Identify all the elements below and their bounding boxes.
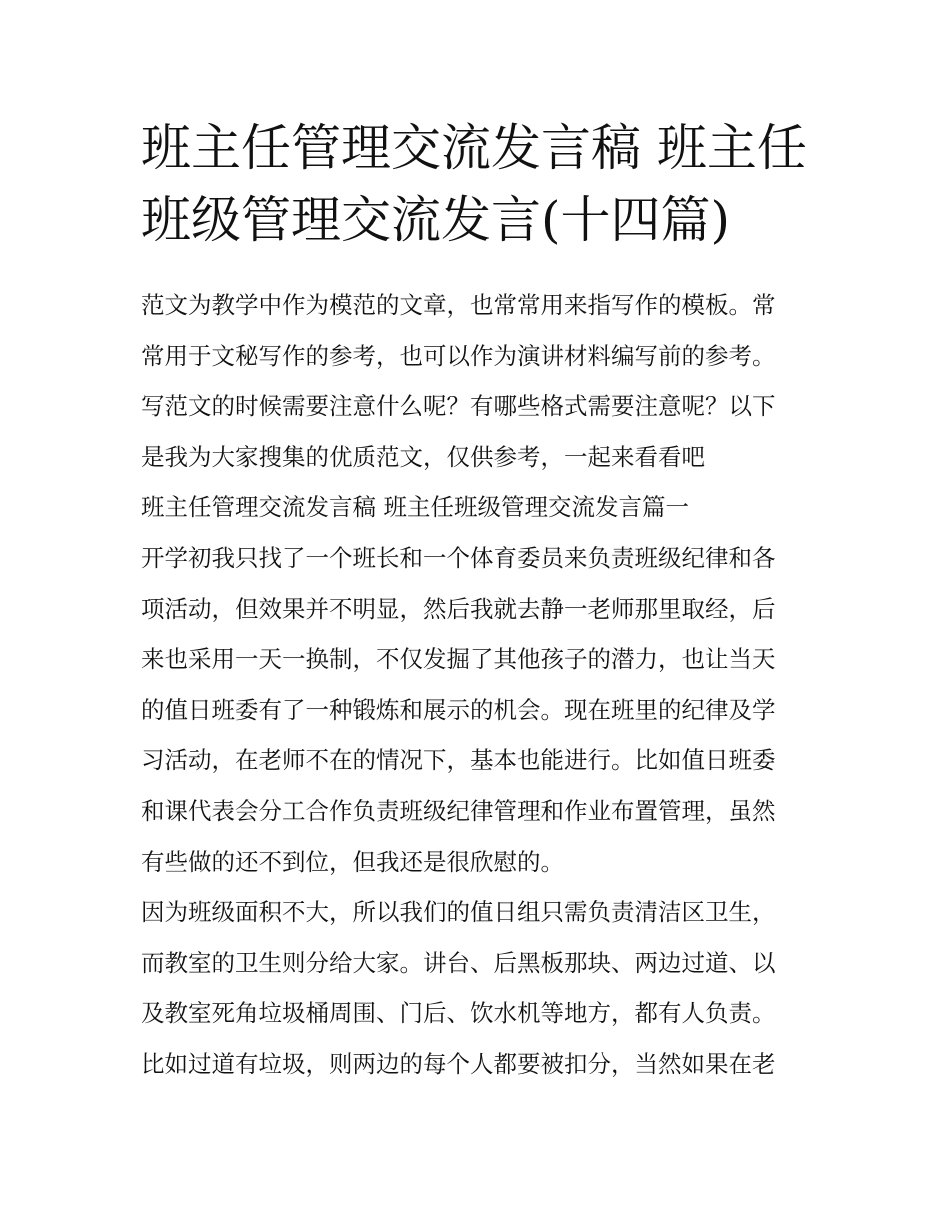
body-line-13: 因为班级面积不大，所以我们的值日组只需负责清洁区卫生， <box>141 898 776 927</box>
body-line-2: 常用于文秘写作的参考，也可以作为演讲材料编写前的参考。 <box>141 341 776 370</box>
body-line-7: 项活动，但效果并不明显，然后我就去静一老师那里取经，后 <box>141 594 776 623</box>
body-line-10: 习活动，在老师不在的情况下，基本也能进行。比如值日班委 <box>141 746 776 775</box>
body-line-3: 写范文的时候需要注意什么呢？有哪些格式需要注意呢？以下 <box>141 392 776 421</box>
title-line-1: 班主任管理交流发言稿 班主任 <box>141 119 807 177</box>
body-line-14: 而教室的卫生则分给大家。讲台、后黑板那块、两边过道、以 <box>141 948 776 977</box>
document-body <box>141 280 813 1090</box>
body-line-9: 的值日班委有了一种锻炼和展示的机会。现在班里的纪律及学 <box>141 695 776 724</box>
body-line-4: 是我为大家搜集的优质范文，仅供参考，一起来看看吧 <box>141 442 705 471</box>
body-line-12: 有些做的还不到位，但我还是很欣慰的。 <box>141 847 564 876</box>
body-line-6: 开学初我只找了一个班长和一个体育委员来负责班级纪律和各 <box>141 543 776 572</box>
title-line-2: 班级管理交流发言(十四篇) <box>141 191 731 249</box>
body-line-11: 和课代表会分工合作负责班级纪律管理和作业布置管理，虽然 <box>141 796 776 825</box>
body-line-15: 及教室死角垃圾桶周围、门后、饮水机等地方，都有人负责。 <box>141 999 776 1028</box>
document-title <box>141 112 813 256</box>
section-heading-1: 班主任管理交流发言稿 班主任班级管理交流发言篇一 <box>141 493 689 522</box>
document-page <box>141 112 813 1090</box>
body-line-1: 范文为教学中作为模范的文章，也常常用来指写作的模板。常 <box>141 291 776 319</box>
body-line-16: 比如过道有垃圾，则两边的每个人都要被扣分，当然如果在老 <box>141 1049 776 1078</box>
body-line-8: 来也采用一天一换制，不仅发掘了其他孩子的潜力，也让当天 <box>141 645 776 674</box>
